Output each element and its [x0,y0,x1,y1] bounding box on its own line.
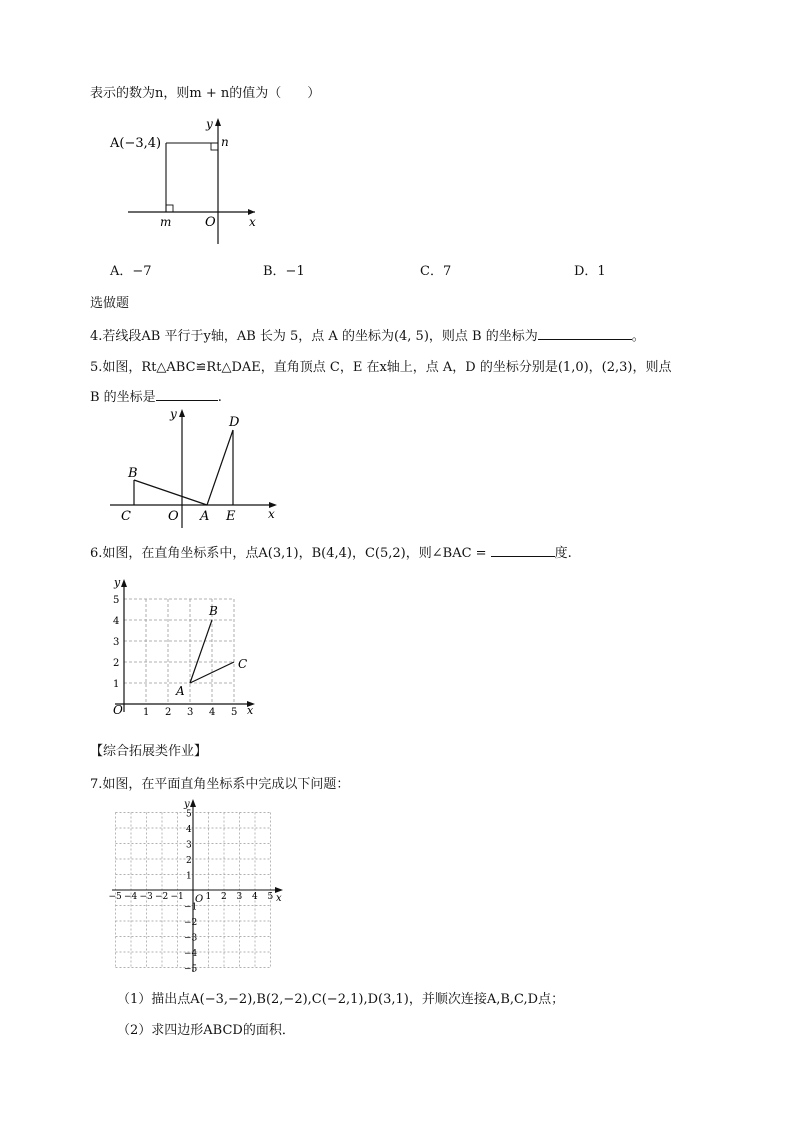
q7-xtick-label: 3 [236,892,243,902]
q6-ytick-label: 1 [113,679,120,690]
q6-xtick-label: 3 [187,707,194,718]
section-optional-heading: 选做题 [90,296,130,311]
q4-answer-blank[interactable] [538,327,632,340]
q5-fig-label-D: D [229,415,240,430]
q3-fig-label-A: A(−3,4) [110,136,162,151]
q6-fig-label-y: y [114,576,121,589]
q3-fig-label-y: y [206,117,213,131]
q7-ytick-label: −3 [184,933,198,944]
q3-fig-label-n: n [221,135,229,149]
q6-figure [105,572,265,720]
q7-ytick-label: −4 [184,949,198,959]
q7-ytick-label: −2 [184,918,198,928]
q7-fig-label-x: x [276,893,282,904]
q5-line2: B 的坐标是 [90,390,156,405]
q6-point-label-A: A [176,684,185,698]
q7-xtick-label: 5 [267,892,274,902]
q5-end: . [217,390,222,405]
question-4 [90,325,645,344]
q5-fig-label-B: B [128,466,138,481]
q3-fig-label-O: O [205,215,216,230]
q6-end: 度. [554,546,572,561]
q5-figure [105,404,285,529]
q7-fig-label-O: O [195,894,204,905]
q5-line1: 5.如图，Rt△ABC≌Rt△DAE，直角顶点 C，E 在x轴上，点 A，D 的坐标分别是(1,0)，(2,3)，则点 [90,360,672,375]
q6-ytick-label: 2 [113,658,120,669]
q6-point-label-C: C [238,657,248,671]
q6-ytick-label: 4 [113,616,120,627]
q6-fig-label-O: O [113,703,123,717]
q6-xtick-label: 5 [231,707,238,718]
q7-text: 7.如图，在平面直角坐标系中完成以下问题： [90,777,350,792]
q7-ytick-label: 2 [186,856,192,866]
q7-ytick-label: −1 [184,902,198,913]
q7-ytick-label: 3 [186,840,192,851]
q6-ytick-label: 3 [113,637,120,648]
q6-xtick-label: 2 [165,707,172,718]
q5-fig-label-A: A [200,509,210,524]
q7-xtick-label: 2 [221,892,227,902]
q3-stem: 表示的数为n，则m + n的值为（ ） [90,86,321,101]
q3-option-a: A．−7 [110,264,152,279]
q7-figure [104,797,289,975]
q7-xtick-label: −4 [124,892,138,902]
q7-xtick-label: −3 [139,892,153,902]
q5-fig-label-C: C [121,509,131,524]
q3-fig-label-m: m [160,215,172,229]
q6-answer-blank[interactable] [491,544,555,557]
q3-option-b: B．−1 [263,264,305,279]
q7-ytick-label: −5 [184,964,198,975]
q3-option-c: C．7 [420,264,452,279]
q5-answer-blank[interactable] [156,388,218,401]
q6-point-label-B: B [209,604,218,618]
q7-part2: （2）求四边形ABCD的面积． [117,1023,295,1038]
q6-ytick-label: 5 [113,595,120,606]
q7-xtick-label: 4 [252,892,258,902]
q3-fig-label-x: x [249,215,256,229]
q7-ytick-label: 5 [186,809,192,820]
q6-xtick-label: 1 [143,707,150,718]
q5-fig-label-x: x [268,507,275,521]
question-5-line2 [90,386,222,405]
q6-fig-label-x: x [247,704,254,717]
q4-end: 。 [631,329,645,344]
q3-option-d: D．1 [574,264,606,279]
question-6 [90,542,572,561]
q7-fig-label-y: y [184,799,190,810]
q5-fig-label-O: O [168,509,179,524]
q7-xtick-label: −2 [155,892,169,902]
q5-fig-label-y: y [170,407,177,421]
q7-xtick-label: −5 [108,892,122,902]
q7-xtick-label: −1 [170,892,184,902]
q7-ytick-label: 1 [186,871,192,882]
q6-text: 6.如图，在直角坐标系中，点A(3,1)，B(4,4)，C(5,2)，则∠BAC = [90,546,487,561]
q5-fig-label-E: E [226,509,236,524]
section-comprehensive-heading: 【综合拓展类作业】 [90,744,208,759]
q6-xtick-label: 4 [209,707,216,718]
q4-text: 4.若线段AB 平行于y轴，AB 长为 5，点 A 的坐标为(4, 5)，则点 B 的坐标为 [90,329,538,344]
q7-ytick-label: 4 [186,825,192,835]
q3-figure [100,112,270,252]
q7-part1: （1）描出点A(−3,−2),B(2,−2),C(−2,1),D(3,1)，并顺次连接A,B,C,D点； [117,992,565,1007]
q7-xtick-label: 1 [205,892,212,902]
